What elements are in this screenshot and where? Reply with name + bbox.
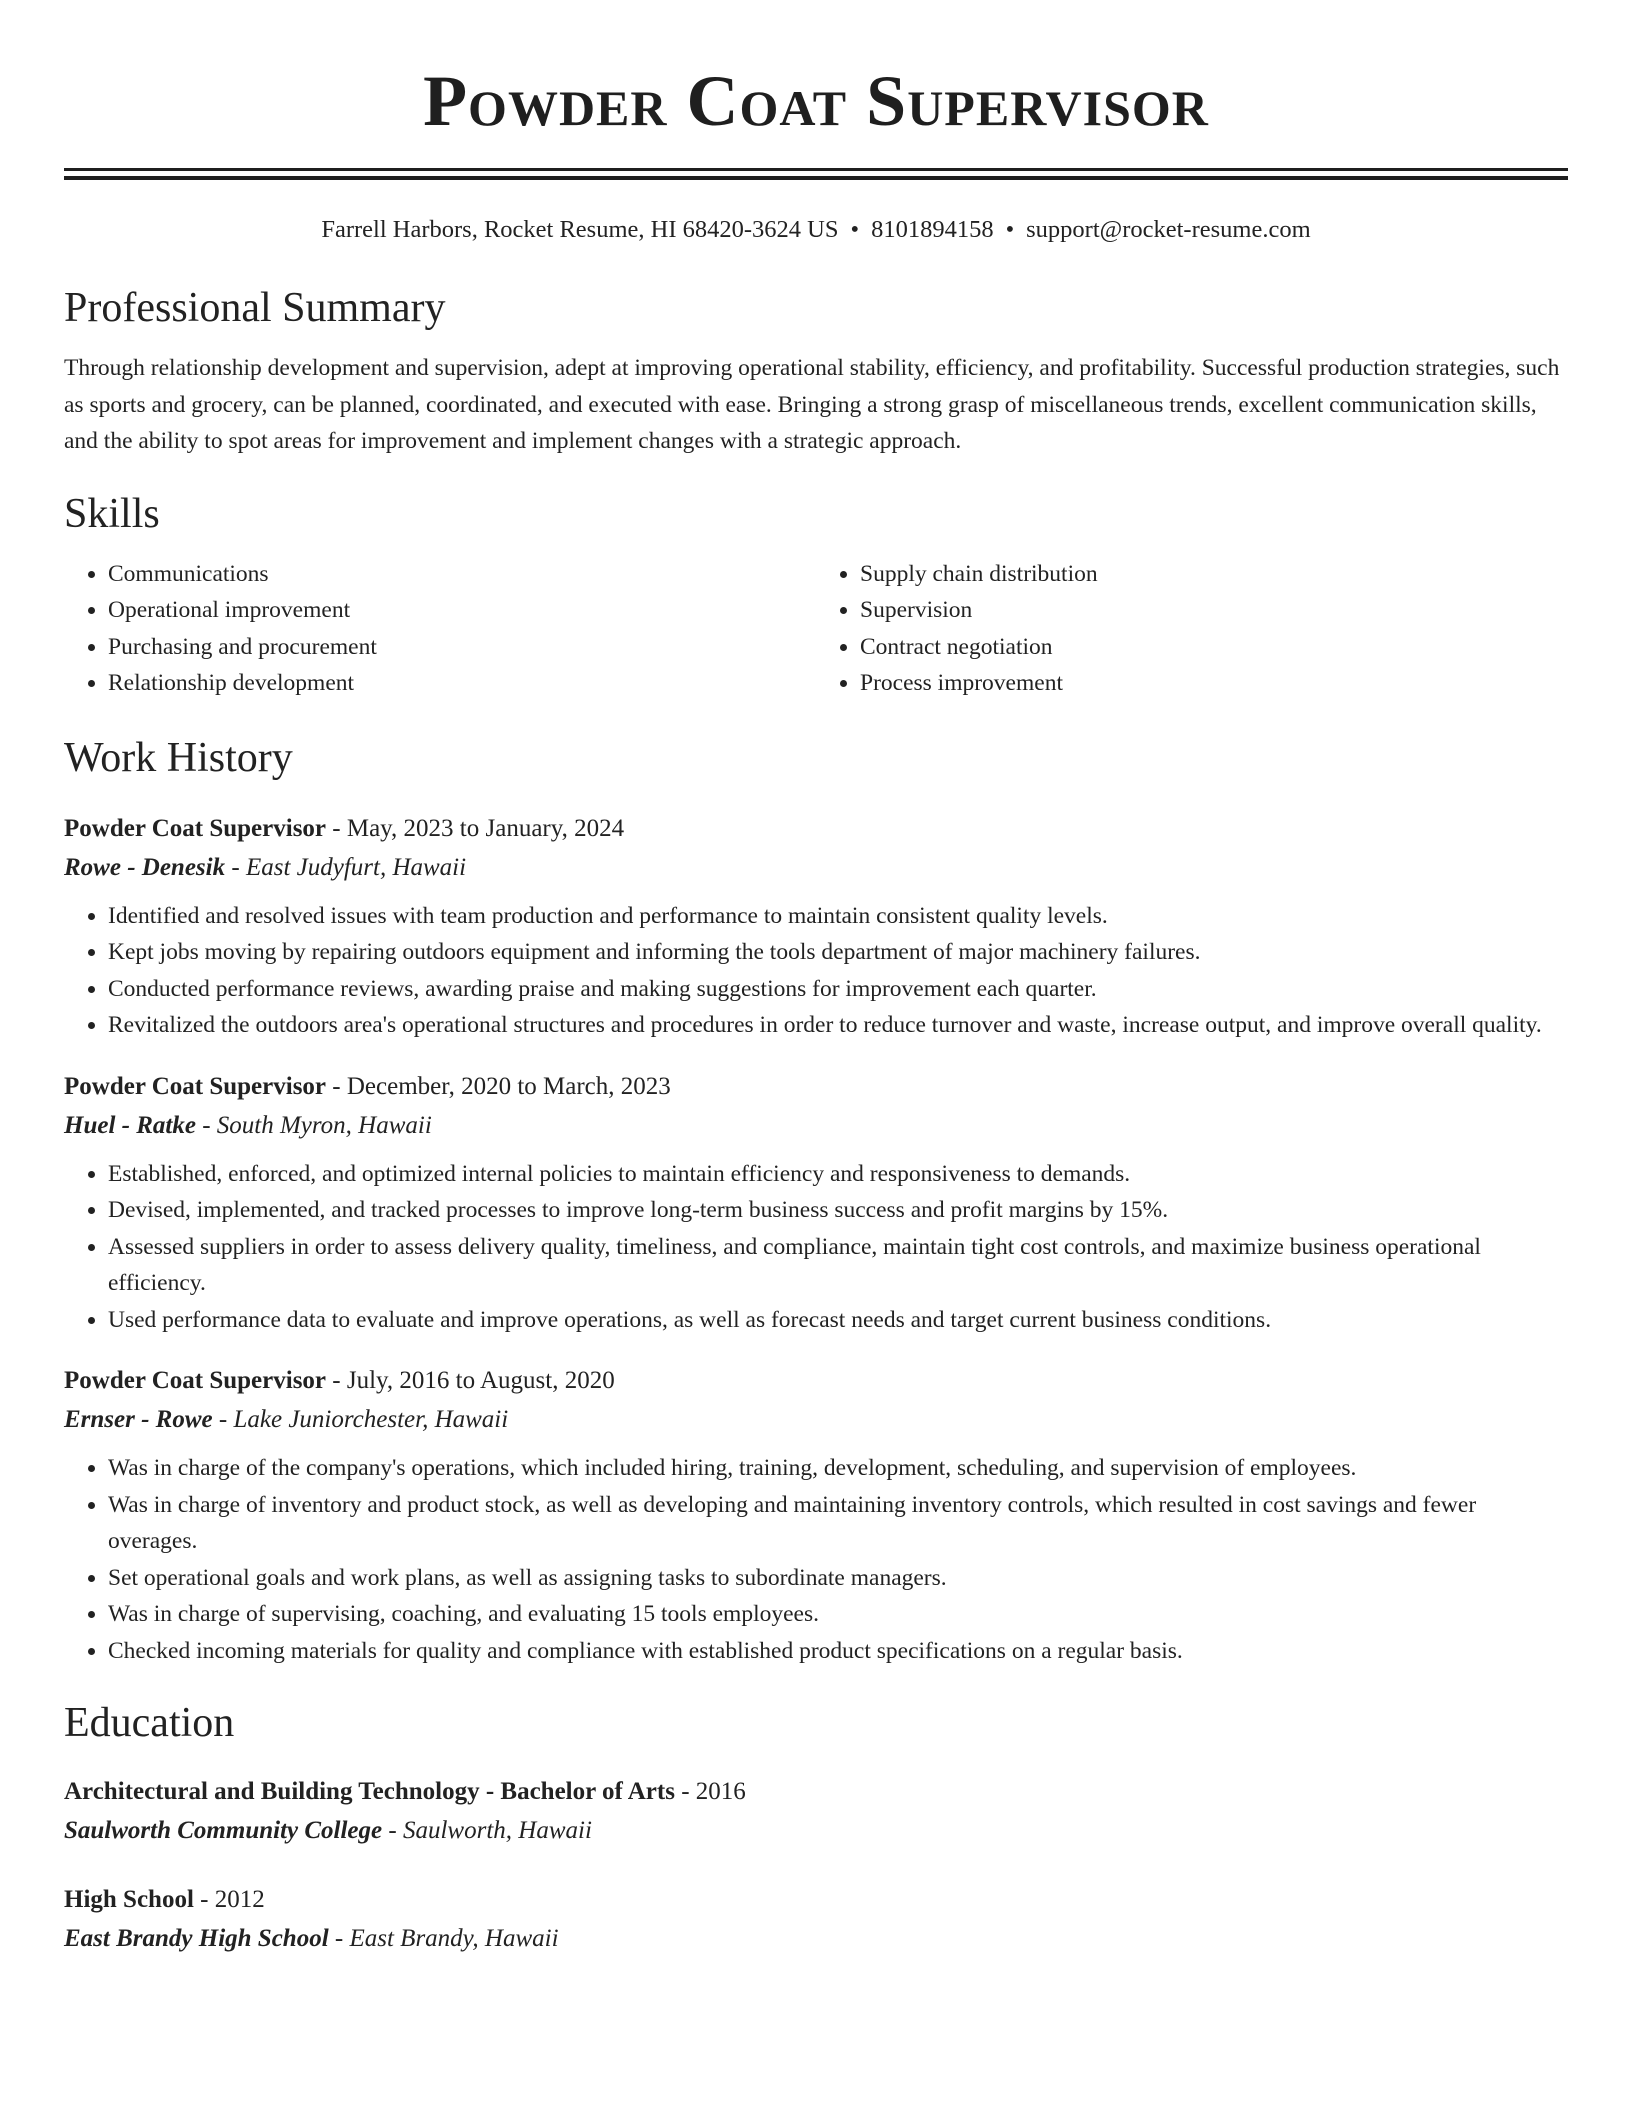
skill-item: • Purchasing and procurement (108, 629, 816, 666)
job-bullets (64, 1450, 1568, 1669)
contact-address: Farrell Harbors, Rocket Resume, HI 68420-3624 US (321, 216, 839, 243)
contact-email[interactable]: support@rocket-resume.com (1026, 216, 1311, 243)
skill-item: • Supervision (860, 592, 1568, 629)
work-history-heading: Work History (64, 734, 293, 781)
education-header: Architectural and Building Technology - Bachelor of Arts - 2016 (64, 1778, 746, 1805)
job-bullets (64, 898, 1568, 1044)
job-bullet: • Set operational goals and work plans, as well as assigning tasks to subordinate managers. (108, 1560, 1568, 1597)
education-degree: Architectural and Building Technology - Bachelor of Arts (64, 1778, 675, 1805)
job-bullet: • Checked incoming materials for quality and compliance with established product specifications on a regular basis. (108, 1633, 1568, 1670)
job-header: Powder Coat Supervisor - May, 2023 to January, 2024 (64, 814, 625, 842)
skill-item: • Relationship development (108, 665, 816, 702)
education-location: East Brandy, Hawaii (349, 1925, 559, 1952)
education-entry (64, 1881, 1568, 1959)
job-header: Powder Coat Supervisor - July, 2016 to August, 2020 (64, 1367, 615, 1394)
education-degree: High School (64, 1886, 194, 1913)
job-bullet: • Devised, implemented, and tracked processes to improve long-term business success and profit margins by 15%. (108, 1192, 1568, 1229)
skills-column-right (816, 556, 1568, 702)
job-bullets (64, 1156, 1568, 1339)
job-bullet: • Revitalized the outdoors area's operational structures and procedures in order to reduce turnover and waste, increase output, and improve overall quality. (108, 1007, 1568, 1044)
job-company: Rowe - Denesik (64, 853, 226, 881)
skills-list (64, 556, 1568, 702)
job-company: Ernser - Rowe (64, 1406, 213, 1433)
summary-heading: Professional Summary (64, 285, 446, 331)
job-bullet: • Used performance data to evaluate and improve operations, as well as forecast needs and target current business conditions. (108, 1302, 1568, 1339)
job-bullet: • Assessed suppliers in order to assess delivery quality, timeliness, and compliance, maintain tight cost controls, and maximize business operational efficiency. (108, 1229, 1568, 1302)
job-bullet: • Conducted performance reviews, awarding praise and making suggestions for improvement each quarter. (108, 971, 1568, 1008)
job-title: Powder Coat Supervisor (64, 1072, 327, 1100)
job-dates: July, 2016 to August, 2020 (346, 1367, 615, 1394)
job-entry (64, 1362, 1568, 1669)
job-title: Powder Coat Supervisor (64, 814, 327, 842)
job-bullet: • Was in charge of inventory and product stock, as well as developing and maintaining inventory controls, which resulted in cost savings and fewer overages. (108, 1487, 1568, 1560)
skill-item: • Process improvement (860, 665, 1568, 702)
skill-item: • Contract negotiation (860, 629, 1568, 666)
skills-column-left (64, 556, 816, 702)
education-institution: Saulworth Community College - Saulworth, Hawaii (64, 1817, 592, 1844)
title-divider (64, 168, 1568, 180)
job-header: Powder Coat Supervisor - December, 2020 to March, 2023 (64, 1072, 671, 1100)
job-bullet: • Kept jobs moving by repairing outdoors equipment and informing the tools department of major machinery failures. (108, 934, 1568, 971)
job-title: Powder Coat Supervisor (64, 1367, 327, 1394)
job-company: Huel - Ratke (64, 1111, 196, 1139)
job-dates: May, 2023 to January, 2024 (346, 814, 625, 842)
education-year: 2012 (214, 1886, 265, 1913)
education-heading: Education (64, 1700, 235, 1746)
education-school: East Brandy High School (64, 1925, 329, 1952)
job-employer: Ernser - Rowe - Lake Juniorchester, Hawaii (64, 1406, 509, 1433)
job-location: Lake Juniorchester, Hawaii (233, 1406, 509, 1433)
skill-item: • Supply chain distribution (860, 556, 1568, 593)
job-location: South Myron, Hawaii (216, 1111, 432, 1139)
contact-line (64, 214, 1568, 246)
job-bullet: • Identified and resolved issues with team production and performance to maintain consistent quality levels. (108, 898, 1568, 935)
education-header: High School - 2012 (64, 1886, 265, 1913)
skills-heading: Skills (64, 490, 160, 537)
job-entry (64, 1068, 1568, 1339)
contact-separator: • (850, 216, 860, 243)
education-location: Saulworth, Hawaii (402, 1817, 592, 1844)
education-institution: East Brandy High School - East Brandy, Hawaii (64, 1925, 559, 1952)
skill-item: • Operational improvement (108, 592, 816, 629)
contact-separator: • (1005, 216, 1015, 243)
education-school: Saulworth Community College (64, 1817, 383, 1844)
skill-item: • Communications (108, 556, 816, 593)
education-year: 2016 (695, 1778, 746, 1805)
resume-title: Powder Coat Supervisor (423, 61, 1209, 141)
job-dates: December, 2020 to March, 2023 (346, 1072, 671, 1100)
job-bullet: • Was in charge of supervising, coaching, and evaluating 15 tools employees. (108, 1596, 1568, 1633)
contact-phone: 8101894158 (871, 216, 994, 243)
job-employer: Rowe - Denesik - East Judyfurt, Hawaii (64, 853, 467, 881)
summary-text: Through relationship development and supervision, adept at improving operational stability, efficiency, and profitability. Successful production strategies, such as sports and grocery, can be planned, coordinated, and executed with ease. Bringing a strong grasp of miscellaneous trends, excellent communication skills, and the ability to spot areas for improvement and implement changes with a strategic approach. (64, 355, 1560, 454)
education-entry (64, 1773, 1568, 1851)
job-location: East Judyfurt, Hawaii (245, 853, 467, 881)
job-employer: Huel - Ratke - South Myron, Hawaii (64, 1111, 432, 1139)
job-bullet: • Established, enforced, and optimized internal policies to maintain efficiency and responsiveness to demands. (108, 1156, 1568, 1193)
job-bullet: • Was in charge of the company's operations, which included hiring, training, development, scheduling, and supervision of employees. (108, 1450, 1568, 1487)
job-entry (64, 810, 1568, 1044)
